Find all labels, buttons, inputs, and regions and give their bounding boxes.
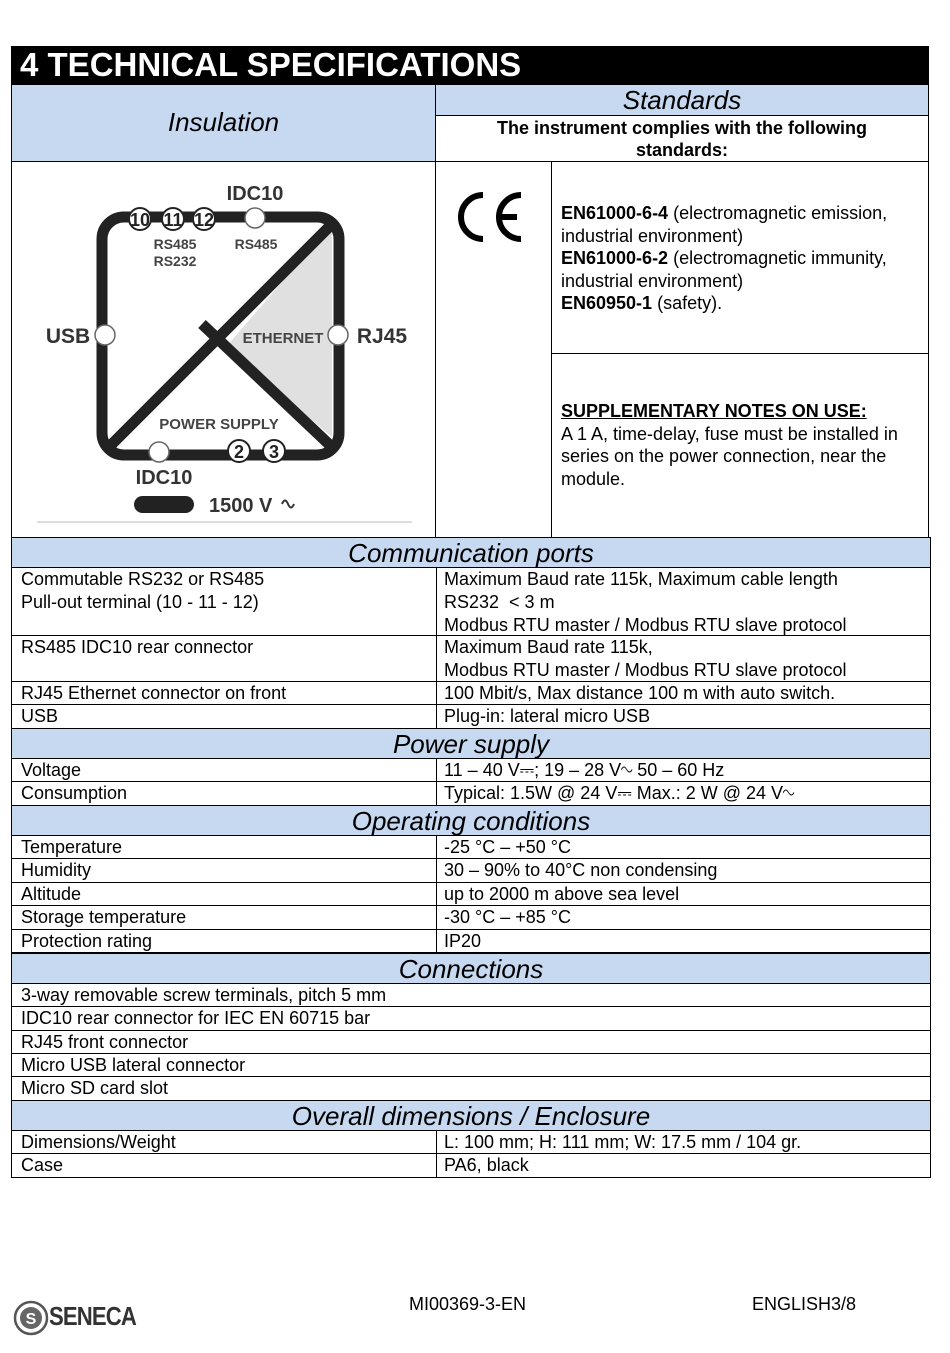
notes-title: SUPPLEMENTARY NOTES ON USE: bbox=[561, 401, 867, 421]
standard-item: EN60950-1 (safety). bbox=[561, 293, 723, 313]
table-row bbox=[11, 636, 931, 682]
row-label: RJ45 Ethernet connector on front bbox=[21, 683, 287, 703]
usb-port bbox=[95, 325, 115, 345]
rj45-label: RJ45 bbox=[356, 325, 408, 348]
terminal-3-label: 3 bbox=[268, 442, 280, 462]
power-supply-label: POWER SUPPLY bbox=[159, 416, 279, 433]
row-value: Plug-in: lateral micro USB bbox=[444, 706, 651, 726]
table-row bbox=[11, 984, 931, 1007]
table-row bbox=[11, 1154, 931, 1178]
terminal-2-label: 2 bbox=[233, 442, 245, 462]
row-value: -25 °C – +50 °C bbox=[444, 837, 571, 857]
connections-header: Connections bbox=[11, 953, 931, 984]
terminal-11-label: 11 bbox=[163, 210, 183, 230]
row-value: 100 Mbit/s, Max distance 100 m with auto switch. bbox=[444, 683, 836, 703]
table-row bbox=[11, 705, 931, 729]
svg-text:S: S bbox=[25, 1311, 37, 1328]
standards-list bbox=[561, 202, 922, 315]
row-label: Voltage bbox=[21, 760, 82, 780]
row-label: 3-way removable screw terminals, pitch 5 mm bbox=[21, 985, 387, 1005]
terminal-10-label: 10 bbox=[129, 210, 151, 230]
row-value: 30 – 90% to 40°C non condensing bbox=[444, 860, 718, 880]
row-label: Consumption bbox=[21, 783, 128, 803]
row-label: RJ45 front connector bbox=[21, 1032, 189, 1052]
page-title: 4 TECHNICAL SPECIFICATIONS bbox=[11, 46, 929, 84]
seneca-logo bbox=[13, 1298, 137, 1338]
usb-label: USB bbox=[45, 325, 91, 348]
idc10-top-port bbox=[245, 208, 265, 228]
row-label: Protection rating bbox=[21, 931, 153, 951]
insulation-header-cell bbox=[11, 84, 436, 162]
communication-ports-header: Communication ports bbox=[11, 537, 931, 568]
table-row bbox=[11, 930, 931, 953]
row-label: Storage temperature bbox=[21, 907, 187, 927]
idc10-top-label: IDC10 bbox=[226, 183, 284, 205]
ethernet-label: ETHERNET bbox=[242, 330, 324, 347]
row-label: Humidity bbox=[21, 860, 92, 880]
row-value: Typical: 1.5W @ 24 V⎓ Max.: 2 W @ 24 V∿ bbox=[444, 783, 795, 803]
row-label: Case bbox=[21, 1155, 64, 1175]
row-value: up to 2000 m above sea level bbox=[444, 884, 680, 904]
row-label: Altitude bbox=[21, 884, 82, 904]
row-value: -30 °C – +85 °C bbox=[444, 907, 571, 927]
ce-mark-cell bbox=[435, 161, 552, 538]
table-row bbox=[11, 883, 931, 906]
table-row bbox=[11, 782, 931, 806]
notes-text: A 1 A, time-delay, fuse must be installed in series on the power connection, near the module. bbox=[561, 423, 898, 489]
row-value: 11 – 40 V⎓; 19 – 28 V∿ 50 – 60 Hz bbox=[444, 760, 725, 780]
row-value: PA6, black bbox=[444, 1155, 529, 1175]
rs485-right-label: RS485 bbox=[234, 236, 278, 252]
row-label: Micro USB lateral connector bbox=[21, 1055, 246, 1075]
terminal-12-label: 12 bbox=[193, 210, 215, 230]
supplementary-notes-cell bbox=[551, 353, 929, 538]
table-row bbox=[11, 1131, 931, 1154]
dimensions-header: Overall dimensions / Enclosure bbox=[11, 1100, 931, 1131]
row-label: RS485 IDC10 rear connector bbox=[21, 637, 254, 657]
rs485-left-label: RS485 bbox=[153, 236, 197, 252]
table-row bbox=[11, 1054, 931, 1077]
table-row bbox=[11, 859, 931, 883]
voltage-label: 1500 V bbox=[209, 495, 273, 517]
standard-item: EN61000-6-2 (electromagnetic immunity, industrial environment) bbox=[561, 248, 887, 291]
seneca-logo-text: SENECA bbox=[49, 1301, 137, 1331]
table-row bbox=[11, 1031, 931, 1054]
rs232-label: RS232 bbox=[153, 253, 197, 269]
row-value: IP20 bbox=[444, 931, 482, 951]
row-label: Temperature bbox=[21, 837, 123, 857]
row-label: Micro SD card slot bbox=[21, 1078, 169, 1098]
row-label: IDC10 rear connector for IEC EN 60715 bar bbox=[21, 1008, 371, 1028]
insulation-diagram bbox=[12, 162, 435, 537]
table-row bbox=[11, 1007, 931, 1031]
standards-list-cell bbox=[551, 161, 929, 354]
seneca-logo-icon bbox=[13, 1300, 49, 1336]
operating-conditions-header: Operating conditions bbox=[11, 805, 931, 836]
standard-item: EN61000-6-4 (electromagnetic emission, industrial environment) bbox=[561, 203, 888, 246]
table-row bbox=[11, 682, 931, 705]
row-value: Maximum Baud rate 115k, Maximum cable length RS232 < 3 m Modbus RTU master / Modbus RTU slave protocol bbox=[444, 569, 847, 635]
row-value: Maximum Baud rate 115k, Modbus RTU master / Modbus RTU slave protocol bbox=[444, 637, 847, 680]
power-supply-header: Power supply bbox=[11, 728, 931, 759]
table-row bbox=[11, 759, 931, 782]
row-value: L: 100 mm; H: 111 mm; W: 17.5 mm / 104 gr. bbox=[444, 1132, 802, 1152]
table-row bbox=[11, 836, 931, 859]
rj45-port bbox=[328, 325, 348, 345]
row-label: Dimensions/Weight bbox=[21, 1132, 176, 1152]
standards-header-cell bbox=[435, 84, 929, 116]
insulation-header: Insulation bbox=[167, 107, 280, 137]
idc10-bottom-label: IDC10 bbox=[135, 467, 193, 489]
standards-header: Standards bbox=[622, 85, 742, 115]
table-row bbox=[11, 568, 931, 636]
document-code: MI00369-3-EN bbox=[409, 1294, 527, 1314]
page-number: ENGLISH3/8 bbox=[752, 1294, 857, 1314]
standards-intro-cell bbox=[435, 115, 929, 162]
supplementary-notes bbox=[561, 400, 922, 490]
isolation-bar-icon bbox=[134, 496, 194, 513]
standards-intro: The instrument complies with the following standards: bbox=[496, 118, 867, 160]
table-row bbox=[11, 906, 931, 930]
table-row bbox=[11, 1077, 931, 1101]
row-label: Commutable RS232 or RS485 Pull-out terminal (10 - 11 - 12) bbox=[21, 569, 265, 612]
ce-mark-icon bbox=[451, 187, 531, 247]
row-label: USB bbox=[21, 706, 59, 726]
insulation-diagram-cell bbox=[11, 161, 436, 538]
idc10-bottom-port bbox=[149, 442, 169, 462]
